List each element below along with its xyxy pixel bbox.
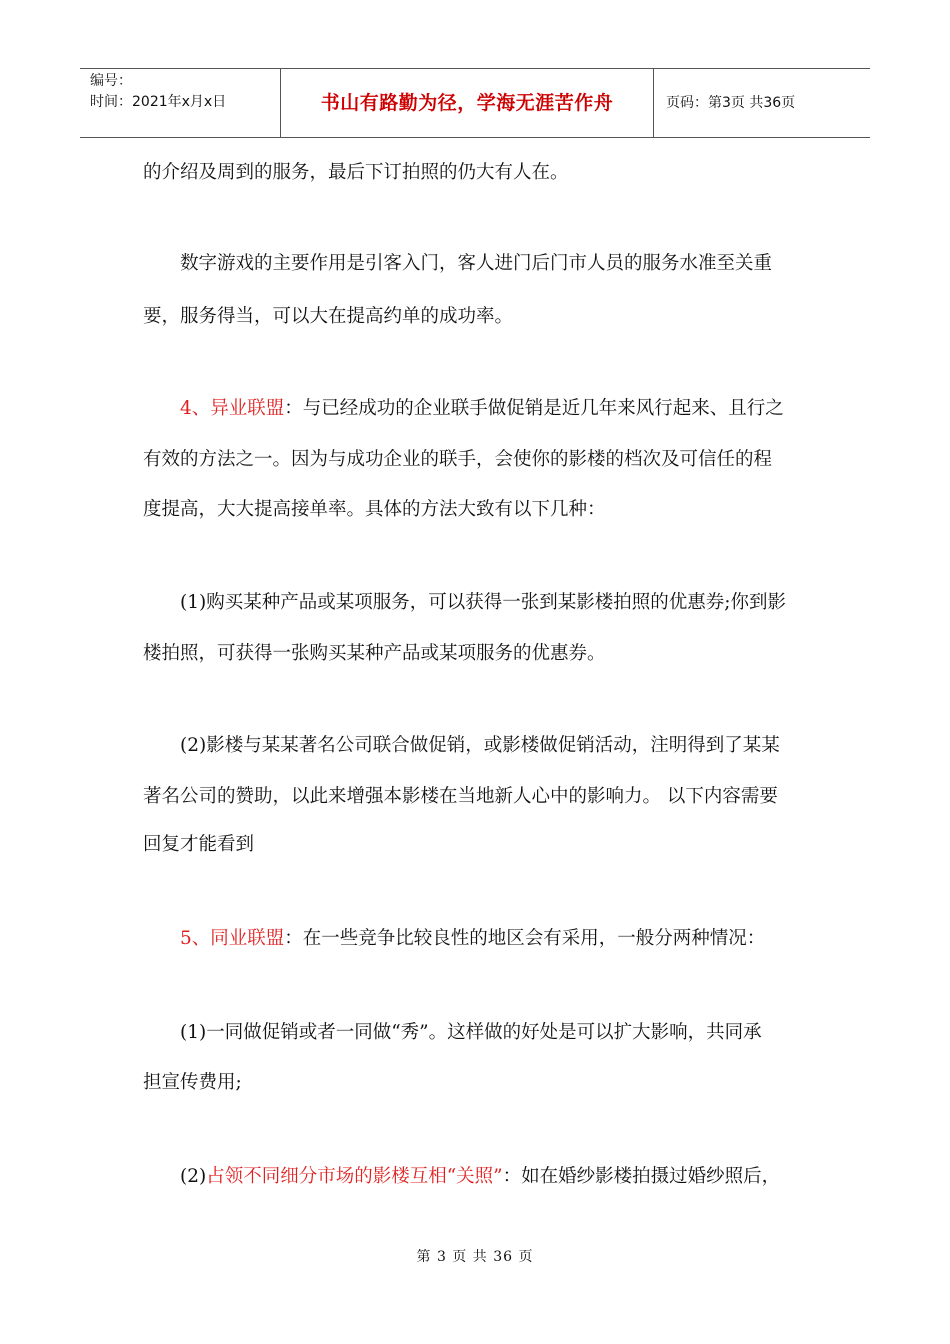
paragraph-line xyxy=(143,920,823,957)
paragraph-text: ：与已经成功的企业联手做促销是近几年来风行起来、且行之 xyxy=(284,398,784,419)
paragraph-text: ：在一些竞争比较良性的地区会有采用，一般分两种情况： xyxy=(284,928,766,949)
section-heading-4: 4、异业联盟 xyxy=(143,398,285,419)
paragraph-line: 回复才能看到 xyxy=(143,834,255,855)
paragraph-continuation: 的介绍及周到的服务，最后下订拍照的仍大有人在。 xyxy=(143,162,569,183)
paragraph-line: (2)影楼与某某著名公司联合做促销，或影楼做促销活动，注明得到了某某 xyxy=(143,735,780,756)
highlighted-phrase: 占领不同细分市场的影楼互相“关照” xyxy=(206,1166,503,1187)
header-meta xyxy=(80,69,281,137)
paragraph-line: 要，服务得当，可以大在提高约单的成功率。 xyxy=(143,306,514,327)
document-number-label: 编号： xyxy=(90,73,132,89)
paragraph-line xyxy=(143,390,823,427)
paragraph-line: 度提高，大大提高接单率。具体的方法大致有以下几种： xyxy=(143,499,606,520)
paragraph-line: (1)购买某种产品或某项服务，可以获得一张到某影楼拍照的优惠券;你到影 xyxy=(143,592,786,613)
page-header xyxy=(80,68,870,138)
header-motto: 书山有路勤为径，学海无涯苦作舟 xyxy=(281,69,654,137)
section-heading-5: 5、同业联盟 xyxy=(143,928,285,949)
page-footer: 第 3 页 共 36 页 xyxy=(416,1249,534,1265)
paragraph-line: 有效的方法之一。因为与成功企业的联手，会使你的影楼的档次及可信任的程 xyxy=(143,449,773,470)
paragraph-text: ：如在婚纱影楼拍摄过婚纱照后， xyxy=(502,1166,781,1187)
paragraph-line: (1)一同做促销或者一同做“秀”。这样做的好处是可以扩大影响，共同承 xyxy=(143,1022,762,1043)
paragraph-line: 数字游戏的主要作用是引客入门，客人进门后门市人员的服务水准至关重 xyxy=(143,253,773,274)
paragraph-line xyxy=(143,1158,823,1195)
paragraph-line: 担宣传费用; xyxy=(143,1072,242,1093)
paragraph-line: 著名公司的赞助，以此来增强本影楼在当地新人心中的影响力。 以下内容需要 xyxy=(143,786,778,807)
paragraph-line: 楼拍照，可获得一张购买某种产品或某项服务的优惠券。 xyxy=(143,643,606,664)
document-date-label: 时间：2021年x月x日 xyxy=(90,94,227,110)
paragraph-text: (2) xyxy=(143,1166,207,1187)
header-page-info: 页码：第3页 共36页 xyxy=(666,95,796,111)
